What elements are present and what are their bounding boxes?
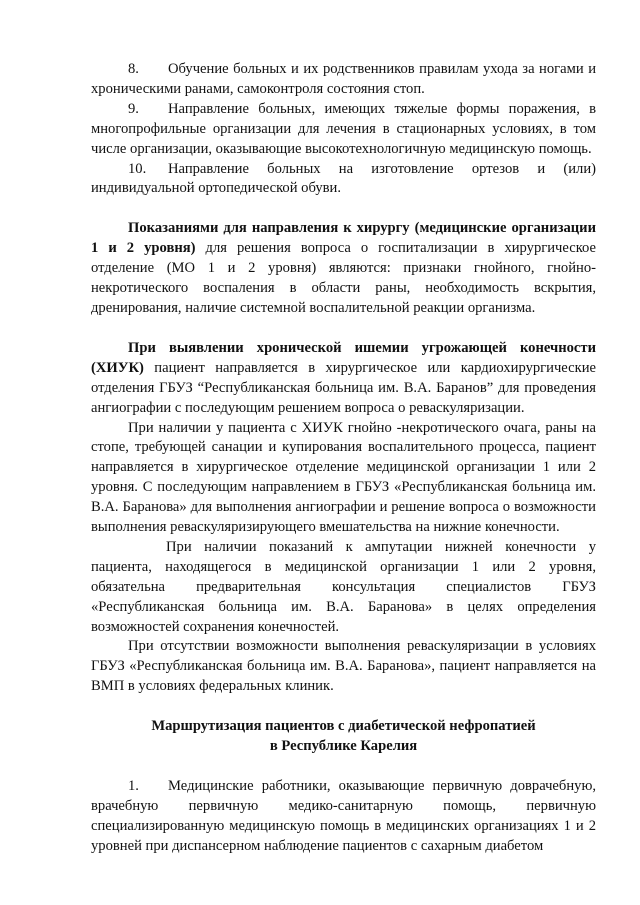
purulent-focus-paragraph: При наличии у пациента с ХИУК гнойно -некротического очага, раны на стопе, требующей санации и купирования воспалительного процесса, пациент направляется в хирургическое отделение медицинской организации 1 или 2 уровня. С последующим направлением в ГБУЗ «Республиканская больница им. В.А. Баранова» для выполнения ангиографии и решение вопроса о возможности выполнения реваскуляризирующего вмешательства на нижние конечности.: [91, 419, 596, 536]
surgeon-indications-text: для решения вопроса о госпитализации в хирургическое отделение (МО 1 и 2 уровня) являются: признаки гнойного, гнойно-некротического воспаления в области раны, необходимость вскрытия, дренирования, наличие системной воспалительной реакции организма.: [91, 240, 597, 316]
chiuk-paragraph: [91, 339, 596, 419]
list-item-number: 10.: [128, 160, 147, 177]
list-item-number: 1.: [128, 778, 139, 794]
list-item-number: 8.: [128, 61, 139, 77]
chiuk-text: пациент направляется в хирургическое или кардиохирургические отделения ГБУЗ “Республиканская больница им. В.А. Баранов” для проведения ангиографии с последующим решением вопроса о реваскуляризации.: [91, 359, 596, 416]
section-heading-line-1: Маршрутизация пациентов с диабетической нефропатией: [151, 718, 536, 735]
list-item-number: 9.: [128, 100, 139, 117]
section-heading: [91, 717, 596, 757]
list-item-10: [91, 160, 596, 200]
amputation-paragraph: При наличии показаний к ампутации нижней конечности у пациента, находящегося в медицинской организации 1 или 2 уровня, обязательна предварительная консультация специалистов ГБУЗ «Республиканская больница им. В.А. Баранова» в целях определения возможностей сохранения конечностей.: [91, 538, 596, 635]
surgeon-indications-paragraph: [91, 219, 596, 319]
no-revascularization-paragraph: При отсутствии возможности выполнения реваскуляризации в условиях ГБУЗ «Республиканская больница им. В.А. Баранова», пациент направляется на ВМП в условиях федеральных клиник.: [91, 638, 596, 695]
list-item-8: [91, 60, 596, 100]
section-heading-line-2: в Республике Карелия: [269, 738, 418, 755]
list-item-1: [91, 777, 596, 857]
surgeon-indications-bold: Показаниями для направления к хирургу (медицинские организации 1 и 2 уровня): [91, 220, 596, 257]
chiuk-bold: При выявлении хронической ишемии угрожающей конечности (ХИУК): [91, 339, 596, 376]
list-item-text: Направление больных, имеющих тяжелые формы поражения, в многопрофильные организации для лечения в стационарных условиях, в том числе организации, оказывающие высокотехнологичную медицинскую помощь.: [91, 100, 596, 157]
list-item-9: [91, 100, 596, 160]
list-item-text: Обучение больных и их родственников правилам ухода за ногами и хроническими ранами, самоконтроля состояния стоп.: [91, 61, 596, 97]
list-item-text: Направление больных на изготовление ортезов и (или) индивидуальной ортопедической обуви.: [91, 160, 596, 197]
list-item-text: Медицинские работники, оказывающие первичную доврачебную, врачебную первичную медико-санитарную помощь, первичную специализированную медицинскую помощь в медицинских организациях 1 и 2 уровней при диспансерном наблюдение пациентов с сахарным диабетом: [91, 778, 596, 854]
